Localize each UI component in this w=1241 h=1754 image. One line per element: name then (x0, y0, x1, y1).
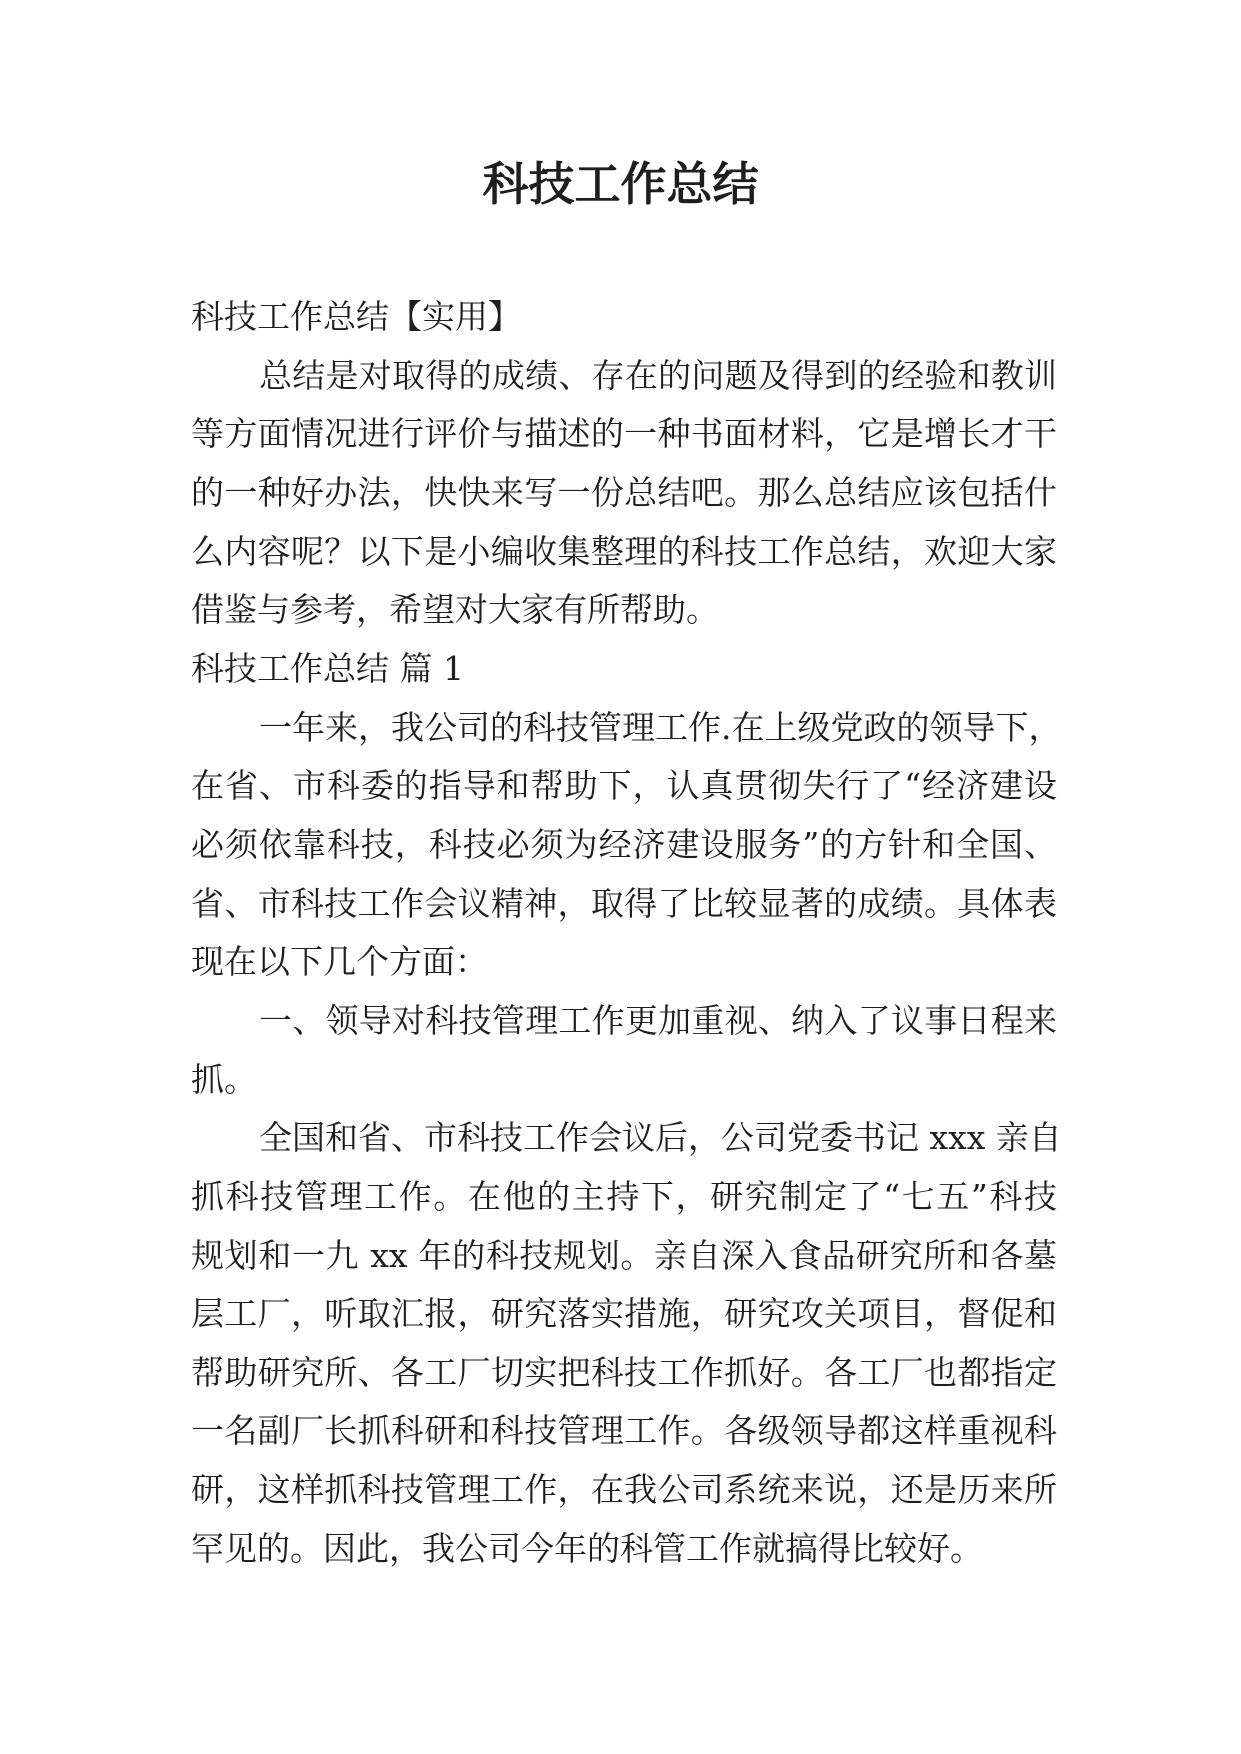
paragraph-line: 在省、市科委的指导和帮助下，认真贯彻失行了“经济建设 (191, 766, 1057, 806)
section-heading: 科技工作总结 篇 1 (191, 648, 464, 688)
intro-paragraph (191, 347, 1057, 640)
body-paragraph (191, 992, 1057, 1109)
paragraph-line: 层工厂，听取汇报，研究落实措施，研究攻关项目，督促和 (191, 1294, 1057, 1334)
paragraph-line: 研，这样抓科技管理工作，在我公司系统来说，还是历来所 (191, 1470, 1057, 1510)
document-title: 科技工作总结 (482, 157, 759, 211)
document-subtitle: 科技工作总结【实用】 (191, 297, 521, 336)
paragraph-line: 借鉴与参考，希望对大家有所帮助。 (191, 590, 719, 630)
paragraph-line: 么内容呢？以下是小编收集整理的科技工作总结，欢迎大家 (191, 531, 1057, 571)
paragraph-line: 的一种好办法，快快来写一份总结吧。那么总结应该包括什 (191, 472, 1057, 512)
paragraph-line: 抓。 (191, 1059, 257, 1099)
paragraph-line: 总结是对取得的成绩、存在的问题及得到的经验和教训 (259, 355, 1057, 395)
paragraph-line: 抓科技管理工作。在他的主持下，研究制定了“七五”科技 (191, 1176, 1057, 1216)
paragraph-line: 一年来，我公司的科技管理工作.在上级党政的领导下， (259, 707, 1062, 747)
paragraph-line: 罕见的。因此，我公司今年的科管工作就搞得比较好。 (191, 1528, 983, 1568)
paragraph-line: 等方面情况进行评价与描述的一种书面材料，它是增长才干 (191, 414, 1057, 454)
paragraph-line: 规划和一九 xx 年的科技规划。亲自深入食品研究所和各墓 (191, 1235, 1057, 1275)
paragraph-line: 必须依靠科技，科技必须为经济建设服务”的方针和全国、 (191, 824, 1057, 864)
body-paragraph (191, 1109, 1062, 1578)
paragraph-line: 省、市科技工作会议精神，取得了比较显著的成绩。具体表 (191, 883, 1057, 923)
body-paragraph (191, 699, 1062, 992)
document-body (191, 288, 1062, 1578)
paragraph-line: 帮助研究所、各工厂切实把科技工作抓好。各工厂也都指定 (191, 1352, 1057, 1392)
paragraph-line: 一、领导对科技管理工作更加重视、纳入了议事日程来 (259, 1000, 1057, 1040)
paragraph-line: 现在以下几个方面： (191, 942, 488, 982)
paragraph-line: 一名副厂长抓科研和科技管理工作。各级领导都这样重视科 (191, 1411, 1057, 1451)
paragraph-line: 全国和省、市科技工作会议后，公司党委书记 xxx 亲自 (259, 1118, 1062, 1158)
